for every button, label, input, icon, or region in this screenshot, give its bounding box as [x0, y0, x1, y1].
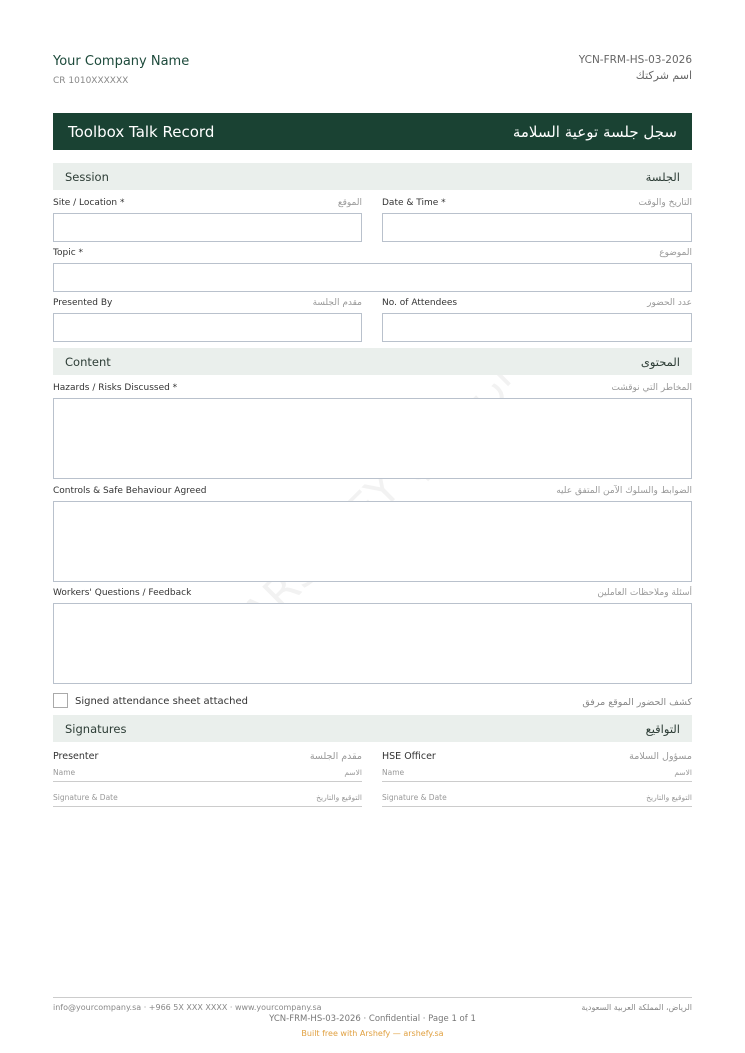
footer-brand-link[interactable]: Built free with Arshefy — arshefy.sa — [301, 1029, 444, 1038]
hse-role-ar: مسؤول السلامة — [629, 751, 692, 762]
label-en: Controls & Safe Behaviour Agreed — [53, 486, 207, 496]
title-bar — [53, 113, 692, 150]
name-label-ar: الاسم — [674, 768, 692, 777]
section-signatures — [53, 715, 692, 742]
site-input[interactable] — [53, 213, 362, 242]
hse-signature-block — [382, 751, 692, 807]
presenter-role: Presenter — [53, 751, 99, 762]
name-label-ar: الاسم — [344, 768, 362, 777]
presenter-role-ar: مقدم الجلسة — [309, 751, 362, 762]
label-en: Workers' Questions / Feedback — [53, 588, 192, 598]
attendees-input[interactable] — [382, 313, 692, 342]
company-name: Your Company Name — [53, 54, 190, 69]
label-ar: الموضوع — [659, 248, 692, 258]
company-block — [53, 54, 189, 86]
hazards-textarea[interactable] — [53, 398, 692, 479]
section-title: Content — [65, 354, 111, 369]
company-name-ar: اسم شركتك — [635, 69, 692, 82]
label-en: Site / Location * — [53, 198, 125, 208]
datetime-input[interactable] — [382, 213, 692, 242]
footer-divider — [53, 997, 692, 998]
presenter-signature-line[interactable] — [53, 793, 362, 807]
hse-name-line[interactable] — [382, 768, 692, 782]
sigdate-label: Signature & Date — [382, 793, 447, 802]
form-title: Toolbox Talk Record — [68, 122, 215, 141]
label-ar: مقدم الجلسة — [312, 298, 362, 308]
label-ar: عدد الحضور — [647, 298, 692, 308]
company-cr: CR 1010XXXXXX — [53, 76, 129, 86]
feedback-label — [53, 588, 692, 598]
label-ar: أسئلة وملاحظات العاملين — [597, 588, 692, 598]
form-title-ar: سجل جلسة توعية السلامة — [512, 122, 677, 141]
label-en: Topic * — [53, 248, 83, 258]
section-title-ar: التواقيع — [645, 721, 680, 736]
label-ar: المخاطر التي نوقشت — [611, 383, 692, 393]
presented-by-input[interactable] — [53, 313, 362, 342]
sigdate-label-ar: التوقيع والتاريخ — [316, 793, 362, 802]
label-ar: الضوابط والسلوك الآمن المتفق عليه — [556, 486, 692, 496]
sigdate-label-ar: التوقيع والتاريخ — [646, 793, 692, 802]
topic-label — [53, 248, 692, 258]
datetime-label — [382, 198, 692, 208]
name-label: Name — [53, 768, 76, 777]
label-en: No. of Attendees — [382, 298, 458, 308]
presented-by-label — [53, 298, 362, 308]
footer-contact: info@yourcompany.sa · +966 5X XXX XXXX · www.yourcompany.sa — [53, 1003, 322, 1012]
attendees-label — [382, 298, 692, 308]
presenter-name-line[interactable] — [53, 768, 362, 782]
section-title: Session — [65, 169, 109, 184]
section-title-ar: الجلسة — [645, 169, 680, 184]
label-en: Date & Time * — [382, 198, 446, 208]
hse-role: HSE Officer — [382, 751, 436, 762]
sig-role — [382, 751, 692, 762]
controls-label — [53, 486, 692, 496]
doc-meta-block — [579, 54, 692, 82]
topic-input[interactable] — [53, 263, 692, 292]
sigdate-label: Signature & Date — [53, 793, 118, 802]
section-title-ar: المحتوى — [640, 354, 680, 369]
label-en: Hazards / Risks Discussed * — [53, 383, 178, 393]
site-label — [53, 198, 362, 208]
label-ar: التاريخ والوقت — [638, 198, 692, 208]
footer-address-ar: الرياض، المملكة العربية السعودية — [581, 1003, 692, 1012]
hse-signature-line[interactable] — [382, 793, 692, 807]
section-content — [53, 348, 692, 375]
attendance-label: Signed attendance sheet attached — [75, 696, 248, 707]
controls-textarea[interactable] — [53, 501, 692, 582]
label-en: Presented By — [53, 298, 113, 308]
feedback-textarea[interactable] — [53, 603, 692, 684]
label-ar: الموقع — [337, 198, 362, 208]
attendance-checkbox[interactable] — [53, 693, 68, 708]
section-session — [53, 163, 692, 190]
attendance-label-ar: كشف الحضور الموقع مرفق — [582, 697, 692, 708]
sig-role — [53, 751, 362, 762]
name-label: Name — [382, 768, 405, 777]
section-title: Signatures — [65, 721, 127, 736]
footer-meta: YCN-FRM-HS-03-2026 · Confidential · Page 1 of 1 — [269, 1014, 476, 1024]
hazards-label — [53, 383, 692, 393]
presenter-signature-block — [53, 751, 362, 807]
doc-code: YCN-FRM-HS-03-2026 — [578, 54, 692, 66]
